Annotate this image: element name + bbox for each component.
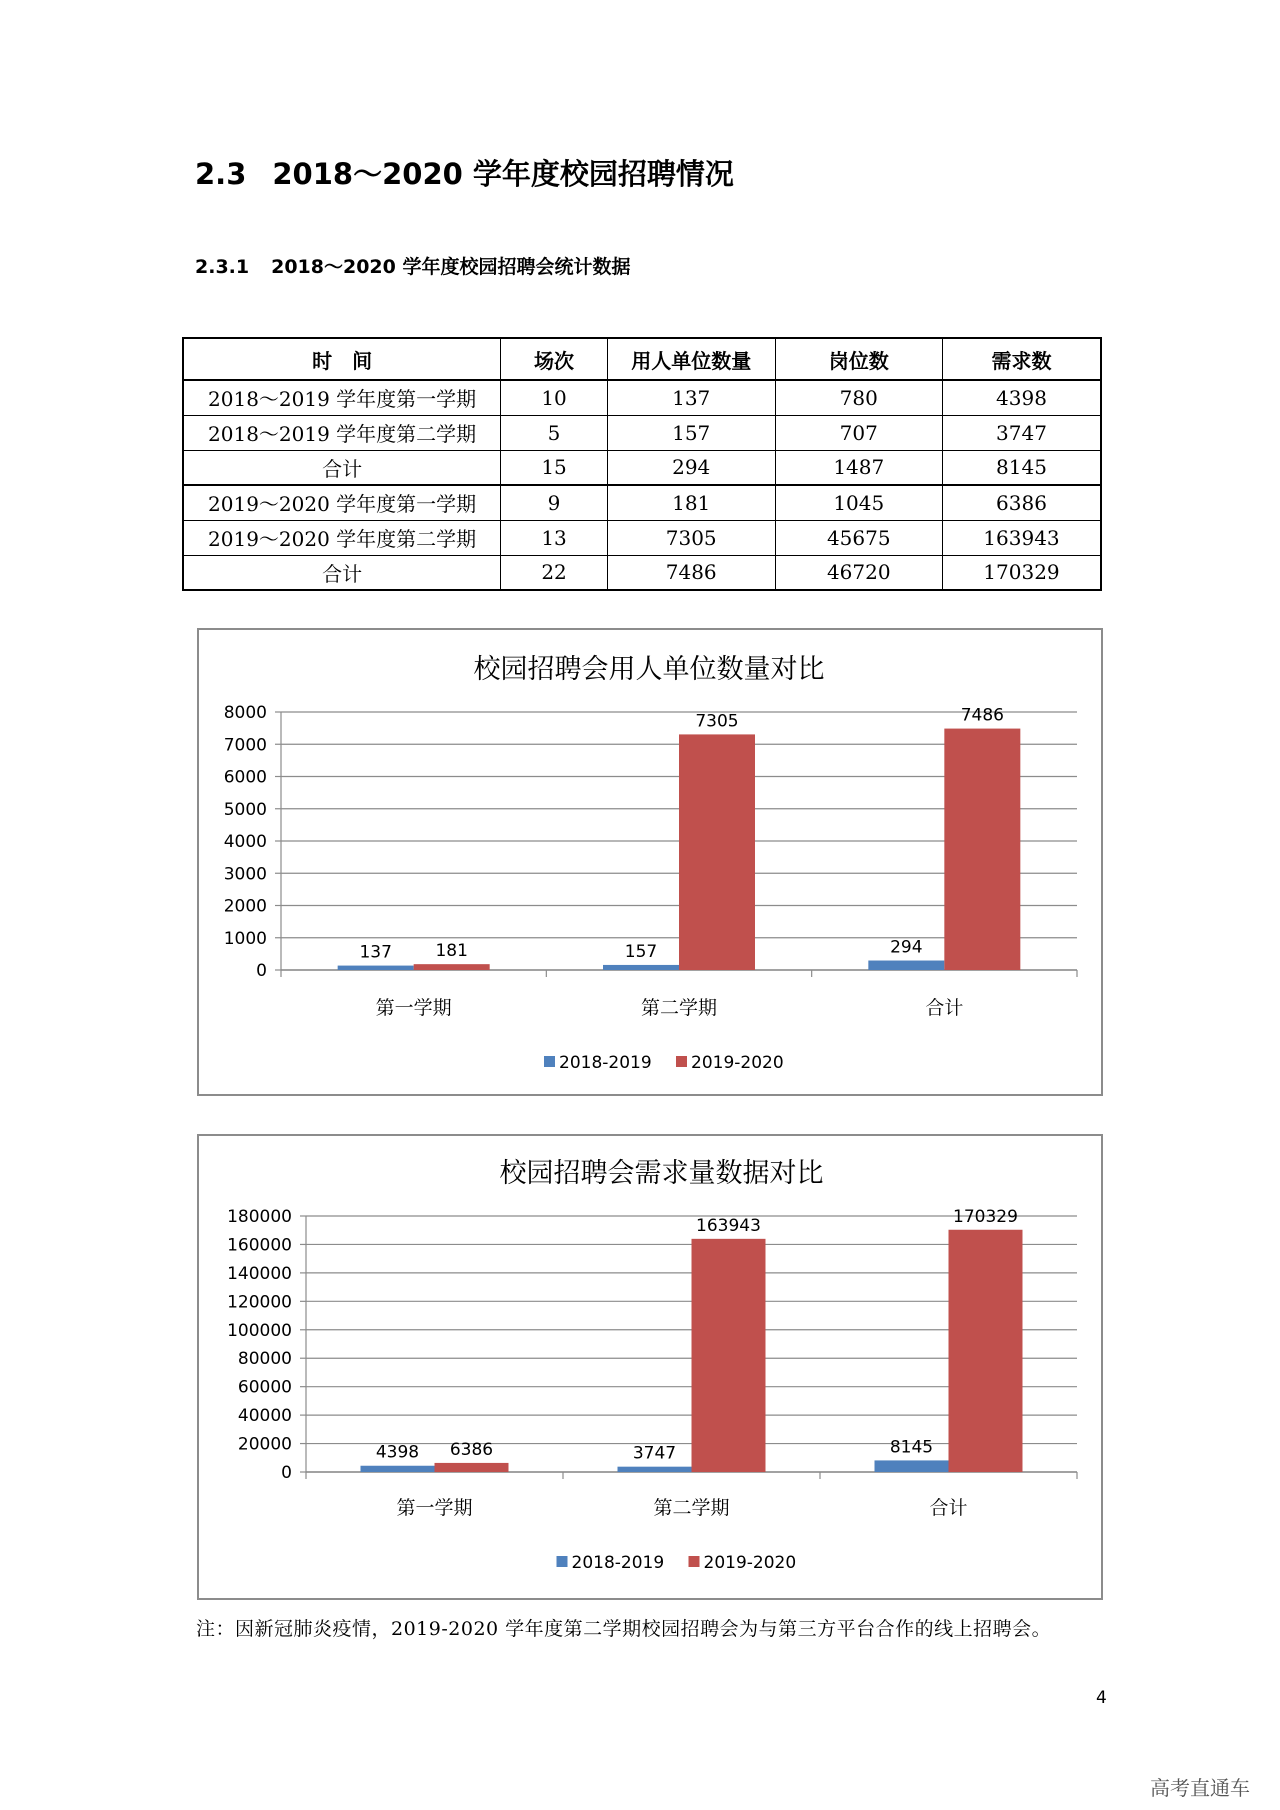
cell-demand: 3747 [942, 415, 1101, 450]
cell-positions: 707 [775, 415, 942, 450]
data-label: 157 [624, 941, 658, 962]
stats-table [182, 337, 1102, 591]
header-time: 时 间 [183, 338, 501, 380]
cell-employers: 181 [607, 485, 775, 520]
bar [603, 965, 679, 970]
cell-time: 合计 [183, 555, 501, 590]
employer-chart [197, 628, 1103, 1096]
cell-sessions: 15 [501, 450, 608, 485]
bar [944, 729, 1020, 970]
data-label: 7305 [695, 711, 739, 732]
demand-chart [197, 1134, 1103, 1600]
cell-time: 2019～2020 学年度第二学期 [183, 520, 501, 555]
page-number: 4 [1096, 1688, 1107, 1708]
cell-positions: 46720 [775, 555, 942, 590]
legend-swatch [557, 1556, 568, 1567]
header-positions: 岗位数 [775, 338, 942, 380]
data-label: 181 [435, 941, 468, 962]
y-tick-label: 40000 [237, 1406, 292, 1427]
employer-chart-svg [199, 630, 1101, 1094]
table-row-total [183, 555, 1101, 590]
data-label: 3747 [632, 1443, 677, 1464]
bar [618, 1467, 692, 1472]
y-tick-label: 7000 [223, 735, 267, 756]
watermark: 高考直通车 [1150, 1776, 1250, 1800]
bar [414, 964, 490, 970]
subsection-heading [195, 252, 631, 279]
y-tick-label: 120000 [227, 1292, 292, 1313]
y-tick-label: 1000 [223, 928, 267, 949]
y-tick-label: 60000 [237, 1377, 292, 1398]
y-tick-label: 160000 [227, 1235, 292, 1256]
y-tick-label: 0 [281, 1463, 292, 1483]
y-tick-label: 8000 [223, 703, 267, 723]
chart-title: 校园招聘会需求量数据对比 [499, 1158, 824, 1189]
section-heading [195, 152, 734, 193]
y-tick-label: 140000 [227, 1263, 292, 1284]
cell-sessions: 5 [501, 415, 608, 450]
bar [338, 966, 414, 970]
legend-label: 2019-2020 [691, 1053, 784, 1073]
cell-demand: 4398 [942, 380, 1101, 415]
data-label: 137 [359, 942, 392, 963]
table-row [183, 485, 1101, 520]
cell-positions: 1487 [775, 450, 942, 485]
cell-positions: 45675 [775, 520, 942, 555]
legend-label: 2018-2019 [571, 1553, 665, 1573]
cell-sessions: 22 [501, 555, 608, 590]
data-label: 163943 [696, 1215, 761, 1236]
y-tick-label: 4000 [223, 832, 267, 852]
y-tick-label: 2000 [223, 896, 267, 917]
cell-employers: 7305 [607, 520, 775, 555]
table-row [183, 380, 1101, 415]
cell-employers: 294 [607, 450, 775, 485]
section-title: 2018～2020 学年度校园招聘情况 [272, 157, 734, 191]
y-tick-label: 180000 [227, 1207, 292, 1227]
y-tick-label: 100000 [227, 1320, 292, 1341]
table-row [183, 520, 1101, 555]
bar [692, 1239, 766, 1472]
cell-employers: 157 [607, 415, 775, 450]
category-label: 第二学期 [640, 997, 718, 1019]
category-label: 合计 [925, 997, 964, 1019]
category-label: 第一学期 [396, 1497, 473, 1519]
cell-time: 2018～2019 学年度第二学期 [183, 415, 501, 450]
subsection-number: 2.3.1 [195, 256, 250, 278]
cell-sessions: 9 [501, 485, 608, 520]
legend-label: 2019-2020 [703, 1553, 797, 1573]
cell-time: 2019～2020 学年度第一学期 [183, 485, 501, 520]
data-label: 4398 [375, 1442, 420, 1463]
cell-demand: 170329 [942, 555, 1101, 590]
legend-label: 2018-2019 [559, 1053, 652, 1073]
header-sessions: 场次 [501, 338, 608, 380]
cell-demand: 8145 [942, 450, 1101, 485]
cell-positions: 780 [775, 380, 942, 415]
category-label: 合计 [929, 1497, 968, 1519]
y-tick-label: 6000 [223, 767, 267, 788]
cell-positions: 1045 [775, 485, 942, 520]
bar [361, 1466, 435, 1472]
demand-chart-svg [199, 1136, 1101, 1598]
cell-time: 2018～2019 学年度第一学期 [183, 380, 501, 415]
category-label: 第二学期 [653, 1497, 730, 1519]
y-tick-label: 80000 [237, 1349, 292, 1370]
section-number: 2.3 [195, 157, 247, 191]
legend-swatch [544, 1056, 555, 1067]
cell-employers: 137 [607, 380, 775, 415]
cell-time: 合计 [183, 450, 501, 485]
table-row-total [183, 450, 1101, 485]
data-label: 170329 [953, 1206, 1018, 1227]
y-tick-label: 3000 [223, 864, 267, 885]
data-label: 8145 [889, 1437, 934, 1458]
y-tick-label: 0 [256, 961, 267, 981]
cell-employers: 7486 [607, 555, 775, 590]
data-label: 7486 [960, 705, 1004, 726]
bar [435, 1463, 509, 1472]
bar [875, 1460, 949, 1472]
footnote: 注：因新冠肺炎疫情，2019-2020 学年度第二学期校园招聘会为与第三方平台合作的线上招聘会。 [196, 1618, 1052, 1640]
legend-swatch [689, 1556, 700, 1567]
cell-demand: 163943 [942, 520, 1101, 555]
legend-swatch [676, 1056, 687, 1067]
header-demand: 需求数 [942, 338, 1101, 380]
cell-sessions: 10 [501, 380, 608, 415]
bar [679, 734, 755, 970]
chart-title: 校园招聘会用人单位数量对比 [473, 654, 825, 685]
y-tick-label: 5000 [223, 799, 267, 820]
bar [949, 1230, 1023, 1472]
category-label: 第一学期 [375, 997, 452, 1019]
table-header-row [183, 338, 1101, 380]
header-employers: 用人单位数量 [607, 338, 775, 380]
cell-demand: 6386 [942, 485, 1101, 520]
y-tick-label: 20000 [237, 1434, 292, 1455]
bar [868, 961, 944, 970]
table-row [183, 415, 1101, 450]
cell-sessions: 13 [501, 520, 608, 555]
subsection-title: 2018～2020 学年度校园招聘会统计数据 [271, 256, 631, 278]
data-label: 294 [890, 937, 923, 958]
data-label: 6386 [449, 1439, 494, 1460]
